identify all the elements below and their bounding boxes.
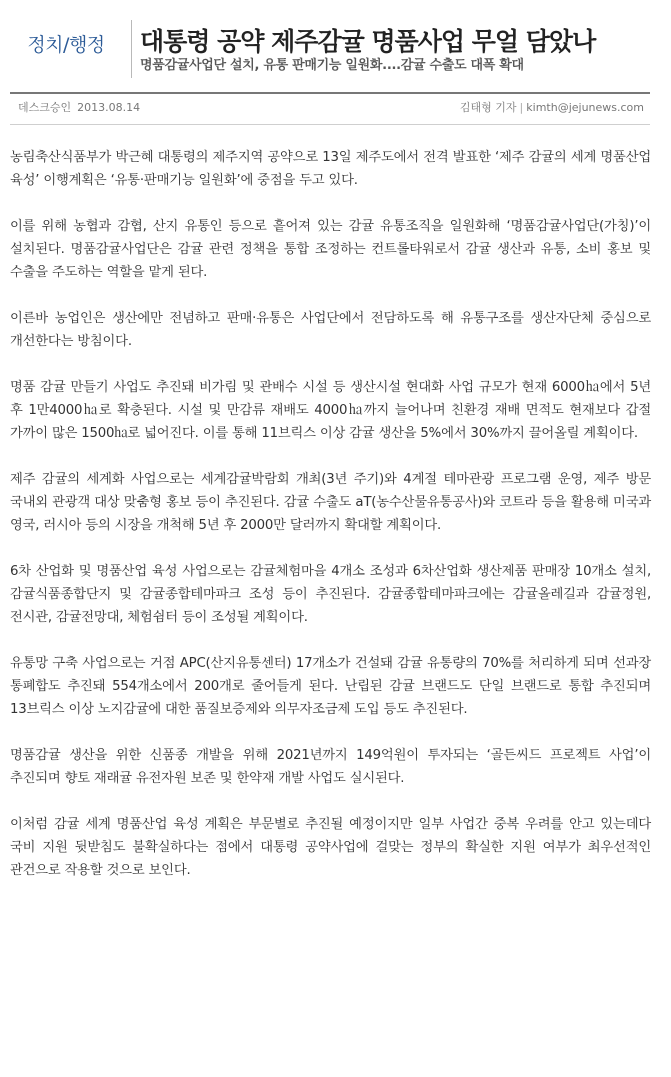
desk-approval-label: 데스크승인 [18, 101, 72, 114]
article-paragraph: 이처럼 감귤 세계 명품산업 육성 계획은 부문별로 추진될 예정이지만 일부 사업간 중복 우려를 안고 있는데다 국비 지원 뒷받침도 불확실하다는 점에서 대통령 공약사업에 걸맞는 정부의 확실한 지원 여부가 최우선적인 관건으로 작용할 것으로 보인다. [10, 817, 651, 878]
article-paragraph: 이른바 농업인은 생산에만 전념하고 판매·유통은 사업단에서 전담하도록 해 유통구조를 생산자단체 중심으로 개선한다는 방침이다. [10, 311, 651, 349]
article-paragraph: 6차 산업화 및 명품산업 육성 사업으로는 감귤체험마을 4개소 조성과 6차산업화 생산제품 판매장 10개소 설치, 감귤식품종합단지 및 감귤종합테마파크 조성 등이 추진된다. 감귤종합테마파크에는 감귤올레길과 감귤정원, 전시관, 감귤전망대, 체험쉼터 등이 조성될 계획이다. [10, 564, 651, 625]
article-meta-bar [10, 92, 650, 125]
article-paragraph: 명품 감귤 만들기 사업도 추진돼 비가림 및 관배수 시설 등 생산시설 현대화 사업 규모가 현재 6000㏊에서 5년 후 1만4000㏊로 확충된다. 시설 및 만감류 재배도 4000㏊까지 늘어나며 친환경 재배 면적도 현재보다 갑절 가까이 많은 1500㏊로 넓어진다. 이를 통해 11브릭스 이상 감귤 생산을 5%에서 30%까지 끌어올릴 계획이다. [10, 380, 651, 441]
article-paragraph: 이를 위해 농협과 감협, 산지 유통인 등으로 흩어져 있는 감귤 유통조직을 일원화해 ‘명품감귤사업단(가칭)’이 설치된다. 명품감귤사업단은 감귤 관련 정책을 통합 조정하는 컨트롤타워로서 감귤 생산과 유통, 소비 홍보 및 수출을 주도하는 역할을 맡게 된다. [10, 219, 651, 280]
article-subheadline: 명품감귤사업단 설치, 유통 판매기능 일원화....감귤 수출도 대폭 확대 [140, 58, 524, 73]
article-paragraph: 유통망 구축 사업으로는 거점 APC(산지유통센터) 17개소가 건설돼 감귤 유통량의 70%를 처리하게 되며 선과장 통폐합도 추진돼 554개소에서 200개로 줄어들게 된다. 난립된 감귤 브랜드도 단일 브랜드로 통합 추진되며 13브릭스 이상 노지감귤에 대한 품질보증제와 의무자조금제 도입 등도 추진된다. [10, 656, 651, 717]
reporter-email-link[interactable]: kimth@jejunews.com [526, 101, 644, 114]
reporter-name: 김태형 기자 [459, 101, 517, 114]
publish-info [18, 94, 140, 122]
article-paragraph: 제주 감귤의 세계화 사업으로는 세계감귤박람회 개최(3년 주기)와 4계절 테마관광 프로그램 운영, 제주 방문 국내외 관광객 대상 맞춤형 홍보 등이 추진된다. 감귤 수출도 aT(농수산물유통공사)와 코트라 등을 활용해 미국과 영국, 러시아 등의 시장을 개척해 5년 후 2000만 달러까지 확대할 계획이다. [10, 472, 651, 533]
article-headline: 대통령 공약 제주감귤 명품사업 무얼 담았나 [140, 27, 596, 56]
publish-date: 2013.08.14 [77, 101, 141, 114]
article-paragraph: 명품감귤 생산을 위한 신품종 개발을 위해 2021년까지 149억원이 투자되는 ‘골든씨드 프로젝트 사업’이 추진되며 향토 재래귤 유전자원 보존 및 한약재 개발 사업도 실시된다. [10, 748, 651, 786]
article-body [10, 146, 651, 905]
byline-separator: | [519, 101, 524, 114]
section-label[interactable]: 정치/행정 [27, 34, 105, 56]
article-header [0, 0, 671, 90]
byline [460, 94, 644, 122]
article-paragraph: 농림축산식품부가 박근혜 대통령의 제주지역 공약으로 13일 제주도에서 전격 발표한 ‘제주 감귤의 세계 명품산업 육성’ 이행계획은 ‘유통·판매기능 일원화’에 중점을 두고 있다. [10, 150, 651, 188]
header-divider [131, 20, 132, 78]
